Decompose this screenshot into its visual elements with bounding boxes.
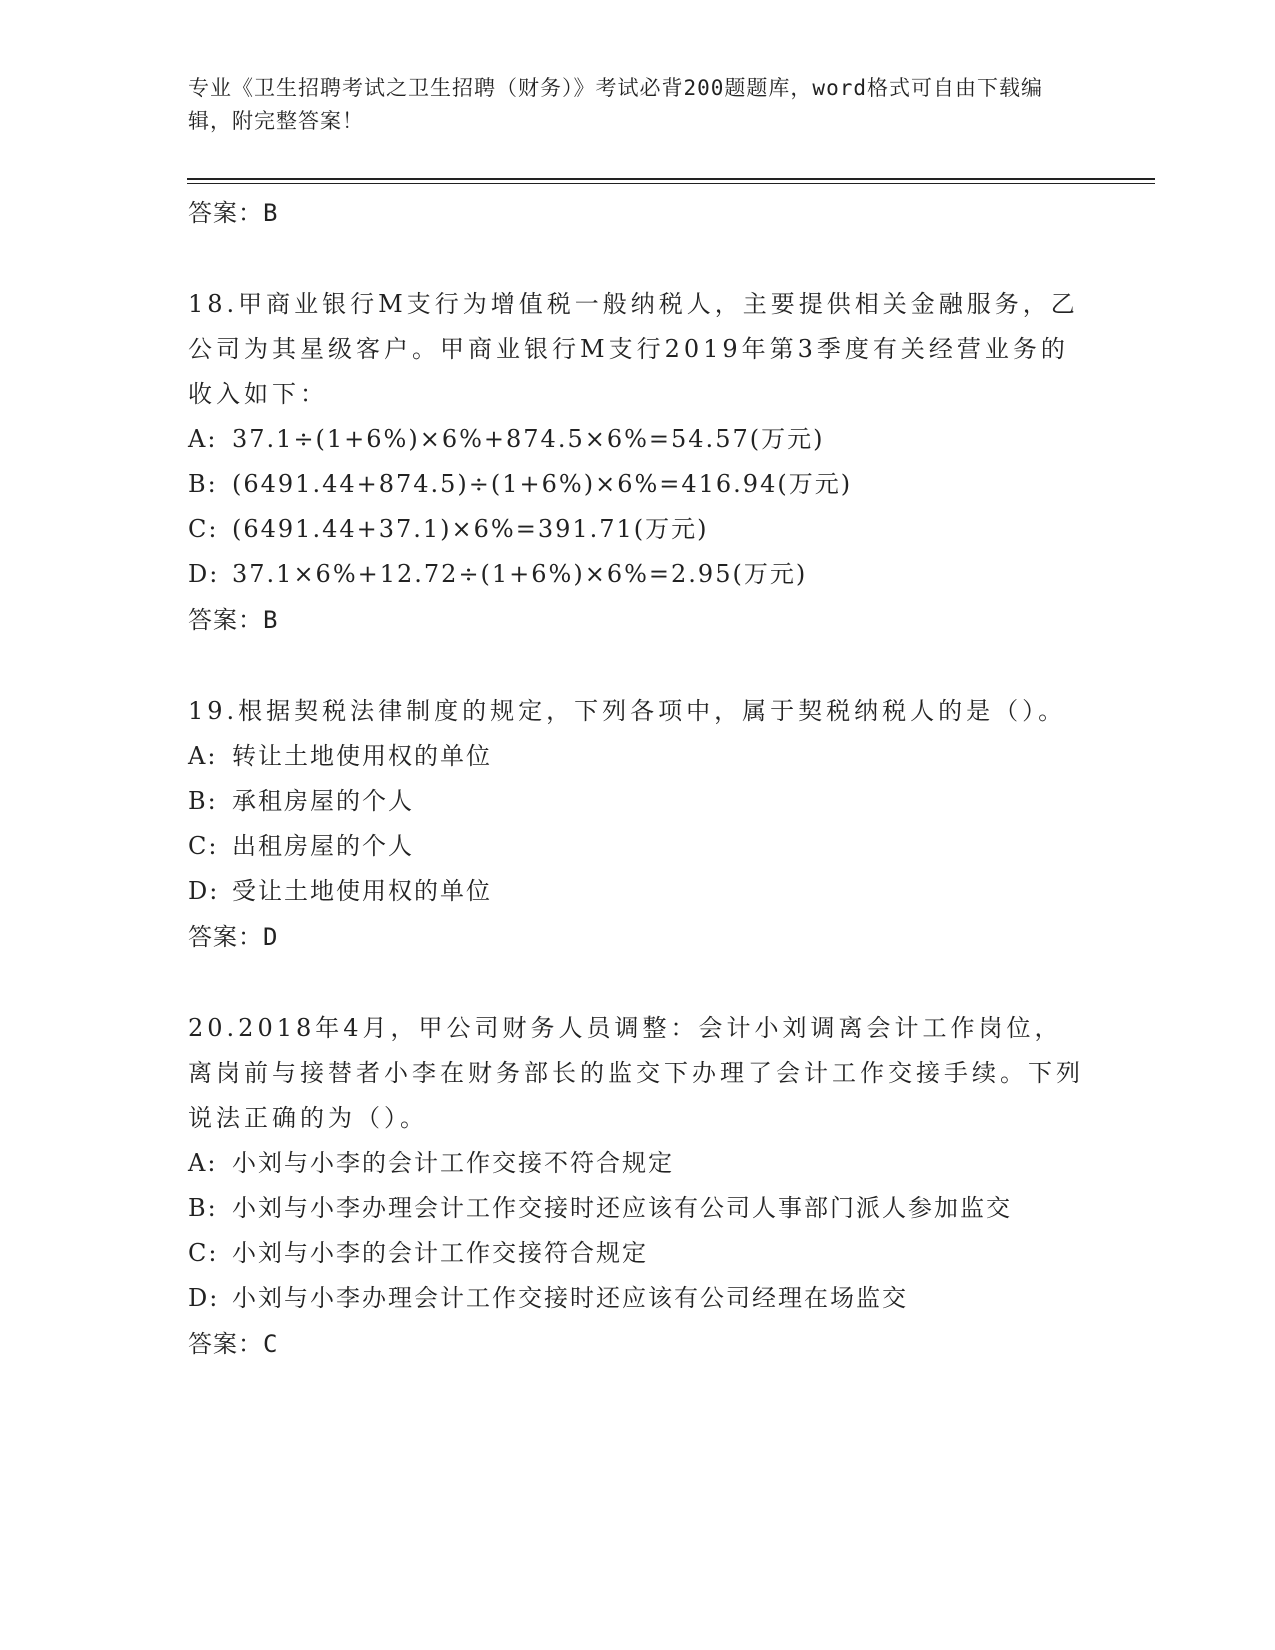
option-text: 转让土地使用权的单位 bbox=[232, 742, 492, 770]
option-letter: A: bbox=[188, 425, 218, 453]
option-text: 37.1×6%+12.72÷(1+6%)×6%=2.95(万元) bbox=[232, 560, 808, 588]
option-letter: B: bbox=[188, 787, 218, 815]
option-letter: D: bbox=[188, 560, 220, 588]
page-header: 专业《卫生招聘考试之卫生招聘（财务）》考试必背200题题库，word格式可自由下载编辑，附完整答案！ bbox=[188, 76, 1043, 133]
option-letter: C: bbox=[188, 515, 219, 543]
option-text: 承租房屋的个人 bbox=[232, 787, 414, 815]
answer: 答案：D bbox=[188, 923, 279, 951]
option-text: 小刘与小李办理会计工作交接时还应该有公司人事部门派人参加监交 bbox=[232, 1194, 1012, 1222]
option-a bbox=[188, 417, 1088, 462]
spacer bbox=[188, 236, 1088, 282]
spacer bbox=[188, 643, 1088, 689]
option-text: (6491.44+37.1)×6%=391.71(万元) bbox=[232, 515, 709, 543]
header-divider-thin bbox=[187, 183, 1155, 184]
option-letter: B: bbox=[188, 470, 218, 498]
previous-answer: 答案：B bbox=[188, 199, 279, 227]
option-letter: A: bbox=[188, 742, 218, 770]
question-20 bbox=[188, 1006, 1088, 1367]
option-letter: A: bbox=[188, 1149, 218, 1177]
spacer bbox=[188, 960, 1088, 1006]
option-letter: C: bbox=[188, 1239, 219, 1267]
option-text: (6491.44+874.5)÷(1+6%)×6%=416.94(万元) bbox=[232, 470, 853, 498]
option-letter: D: bbox=[188, 1284, 220, 1312]
header-divider-thick bbox=[187, 178, 1155, 180]
option-d bbox=[188, 869, 1088, 914]
document-body bbox=[188, 190, 1088, 1367]
option-c bbox=[188, 1231, 1088, 1276]
question-stem: 18.甲商业银行M支行为增值税一般纳税人，主要提供相关金融服务，乙公司为其星级客户。甲商业银行M支行2019年第3季度有关经营业务的收入如下： bbox=[188, 290, 1079, 408]
option-letter: D: bbox=[188, 877, 220, 905]
option-text: 小刘与小李办理会计工作交接时还应该有公司经理在场监交 bbox=[232, 1284, 908, 1312]
option-c bbox=[188, 507, 1088, 552]
answer: 答案：B bbox=[188, 606, 279, 634]
option-b bbox=[188, 462, 1088, 507]
option-text: 出租房屋的个人 bbox=[232, 832, 414, 860]
option-text: 37.1÷(1+6%)×6%+874.5×6%=54.57(万元) bbox=[232, 425, 825, 453]
option-a bbox=[188, 1141, 1088, 1186]
question-19 bbox=[188, 689, 1088, 960]
question-stem: 20.2018年4月，甲公司财务人员调整：会计小刘调离会计工作岗位，离岗前与接替者小李在财务部长的监交下办理了会计工作交接手续。下列说法正确的为（）。 bbox=[188, 1014, 1084, 1132]
option-b bbox=[188, 779, 1088, 824]
option-c bbox=[188, 824, 1088, 869]
option-d bbox=[188, 1276, 1088, 1321]
answer: 答案：C bbox=[188, 1330, 279, 1358]
option-letter: B: bbox=[188, 1194, 218, 1222]
option-d bbox=[188, 552, 1088, 597]
option-text: 受让土地使用权的单位 bbox=[232, 877, 492, 905]
question-stem: 19.根据契税法律制度的规定，下列各项中，属于契税纳税人的是（）。 bbox=[188, 697, 1067, 725]
option-b bbox=[188, 1186, 1088, 1231]
option-text: 小刘与小李的会计工作交接不符合规定 bbox=[232, 1149, 674, 1177]
option-text: 小刘与小李的会计工作交接符合规定 bbox=[232, 1239, 648, 1267]
option-letter: C: bbox=[188, 832, 219, 860]
question-18 bbox=[188, 282, 1088, 643]
option-a bbox=[188, 734, 1088, 779]
